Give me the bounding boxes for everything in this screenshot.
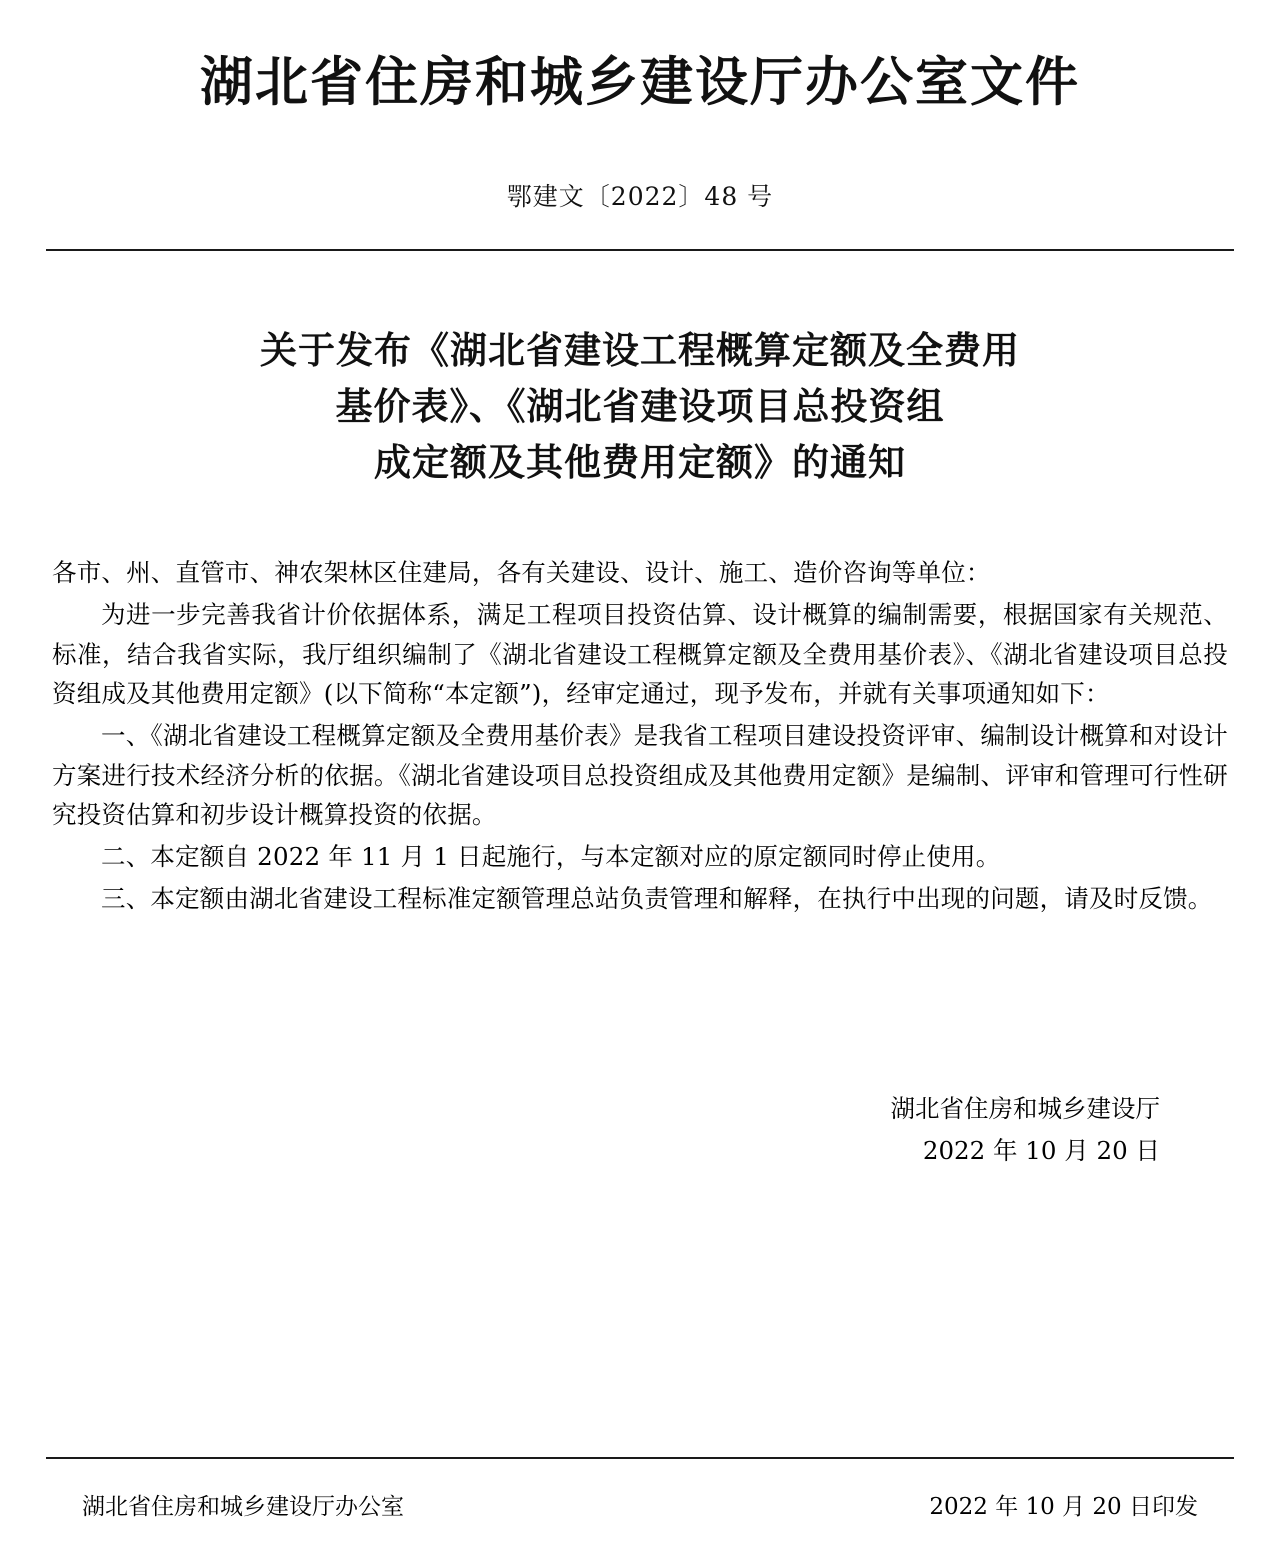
footer-left-text: 湖北省住房和城乡建设厅办公室: [82, 1494, 404, 1520]
body-paragraph-4: 三、本定额由湖北省建设工程标准定额管理总站负责管理和解释，在执行中出现的问题，请及时反馈。: [101, 883, 1213, 913]
signature-date: 2022 年 10 月 20 日: [922, 1136, 1160, 1166]
signature-block: [46, 1088, 1234, 1171]
masthead-title: 湖北省住房和城乡建设厅办公室文件: [200, 52, 1080, 113]
body-text: [46, 553, 1234, 918]
page-title-line-3: 成定额及其他费用定额》的通知: [374, 441, 906, 484]
masthead: [46, 0, 1234, 115]
page-title-line-1: 关于发布《湖北省建设工程概算定额及全费用: [260, 328, 1020, 372]
body-paragraph-3: 二、本定额自 2022 年 11 月 1 日起施行，与本定额对应的原定额同时停止使用。: [101, 842, 1001, 872]
signature-issuer: 湖北省住房和城乡建设厅: [890, 1094, 1160, 1124]
salutation: 各市、州、直管市、神农架林区住建局，各有关建设、设计、施工、造价咨询等单位：: [52, 558, 991, 588]
footer: [82, 1488, 1198, 1521]
body-paragraph-1: 为进一步完善我省计价依据体系，满足工程项目投资估算、设计概算的编制需要，根据国家有关规范、标准，结合我省实际，我厅组织编制了《湖北省建设工程概算定额及全费用基价表》、《湖北省建设项目总投资组成及其他费用定额》(以下简称“本定额”)，经审定通过，现予发布，并就有关事项通知如下：: [52, 599, 1228, 709]
body-paragraph-2: 一、《湖北省建设工程概算定额及全费用基价表》是我省工程项目建设投资评审、编制设计概算和对设计方案进行技术经济分析的依据。《湖北省建设项目总投资组成及其他费用定额》是编制、评审和管理可行性研究投资估算和初步设计概算投资的依据。: [52, 720, 1228, 830]
page-title: [46, 323, 1234, 492]
page-title-line-2: 基价表》、《湖北省建设项目总投资组: [335, 384, 945, 428]
footer-right-text: 2022 年 10 月 20 日印发: [929, 1494, 1198, 1520]
document-number: 鄂建文〔2022〕48 号: [506, 181, 774, 211]
header-divider: [46, 249, 1234, 251]
footer-divider: [46, 1457, 1234, 1459]
